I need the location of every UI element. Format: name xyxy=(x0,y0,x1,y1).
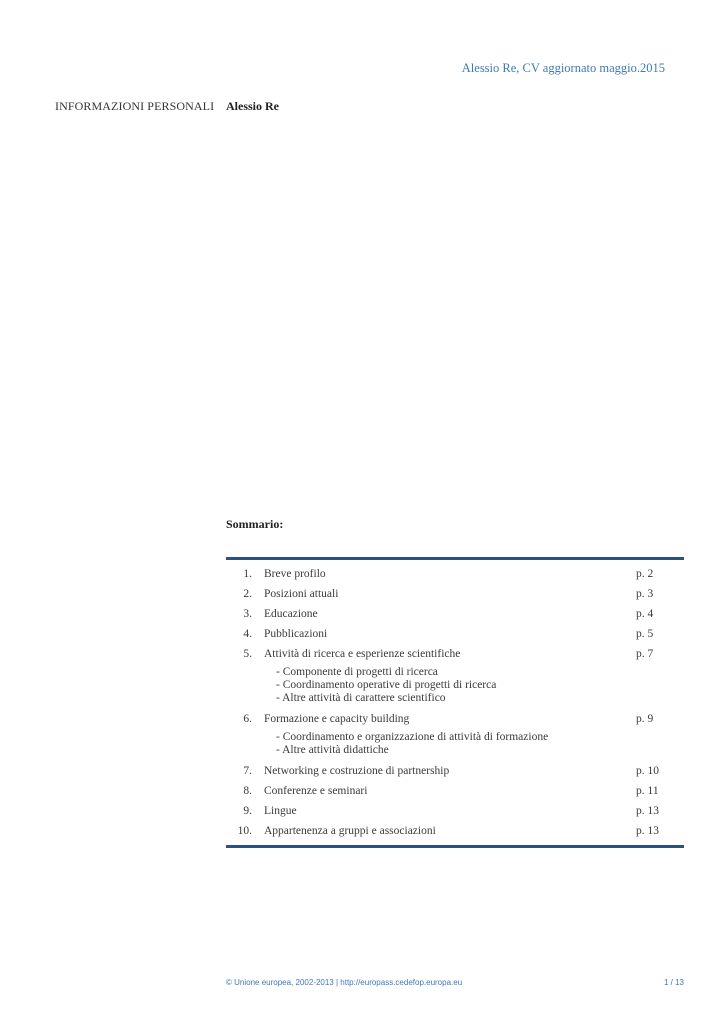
toc-row xyxy=(226,584,684,604)
toc-title: Formazione e capacity building xyxy=(264,713,410,725)
toc-subitems xyxy=(276,664,684,709)
toc-title: Conferenze e seminari xyxy=(264,785,368,797)
toc-row xyxy=(226,624,684,644)
toc-title: Appartenenza a gruppi e associazioni xyxy=(264,825,436,837)
toc-number: 10. xyxy=(237,825,252,837)
toc-page-number: p. 7 xyxy=(636,648,654,660)
table-of-contents xyxy=(226,557,684,848)
toc-page-number: p. 11 xyxy=(636,785,659,797)
toc-subitem: - Altre attività didattiche xyxy=(276,744,389,756)
toc-page-number: p. 5 xyxy=(636,628,654,640)
toc-row xyxy=(226,761,684,781)
toc-subitems xyxy=(276,729,684,761)
footer-page-indicator: 1 / 13 xyxy=(663,978,684,987)
toc-page-number: p. 4 xyxy=(636,608,654,620)
toc-number: 5. xyxy=(243,648,252,660)
toc-title: Lingue xyxy=(264,805,297,817)
toc-title: Pubblicazioni xyxy=(264,628,328,640)
toc-row xyxy=(226,781,684,801)
toc-number: 4. xyxy=(243,628,252,640)
toc-row xyxy=(226,604,684,624)
toc-row xyxy=(226,644,684,664)
toc-row xyxy=(226,821,684,841)
toc-subitem: - Coordinamento e organizzazione di attività di formazione xyxy=(276,731,549,743)
toc-page-number: p. 13 xyxy=(636,825,659,837)
toc-row xyxy=(226,801,684,821)
toc-title: Breve profilo xyxy=(264,568,326,580)
section-label-personal-info: INFORMAZIONI PERSONALI xyxy=(55,99,215,113)
toc-number: 2. xyxy=(243,588,252,600)
toc-page-number: p. 2 xyxy=(636,568,654,580)
toc-row xyxy=(226,564,684,584)
toc-title: Educazione xyxy=(264,608,318,620)
toc-number: 8. xyxy=(243,785,252,797)
toc-number: 6. xyxy=(243,713,252,725)
person-name: Alessio Re xyxy=(226,99,279,113)
toc-page-number: p. 3 xyxy=(636,588,654,600)
toc-subitem: - Altre attività di carattere scientifico xyxy=(276,692,446,704)
toc-row xyxy=(226,709,684,729)
toc-page-number: p. 13 xyxy=(636,805,659,817)
toc-title: Attività di ricerca e esperienze scientifiche xyxy=(264,648,461,660)
toc-number: 7. xyxy=(243,765,252,777)
running-header: Alessio Re, CV aggiornato maggio.2015 xyxy=(461,61,665,75)
toc-page-number: p. 9 xyxy=(636,713,654,725)
toc-title: Networking e costruzione di partnership xyxy=(264,765,450,777)
summary-title: Sommario: xyxy=(226,517,284,531)
toc-page-number: p. 10 xyxy=(636,765,659,777)
toc-subitem: - Coordinamento operative di progetti di ricerca xyxy=(276,679,497,691)
footer-copyright: © Unione europea, 2002-2013 | http://europass.cedefop.europa.eu xyxy=(226,978,463,987)
toc-number: 3. xyxy=(243,608,252,620)
toc-title: Posizioni attuali xyxy=(264,588,339,600)
toc-number: 1. xyxy=(243,568,252,580)
toc-number: 9. xyxy=(243,805,252,817)
toc-subitem: - Componente di progetti di ricerca xyxy=(276,666,438,678)
